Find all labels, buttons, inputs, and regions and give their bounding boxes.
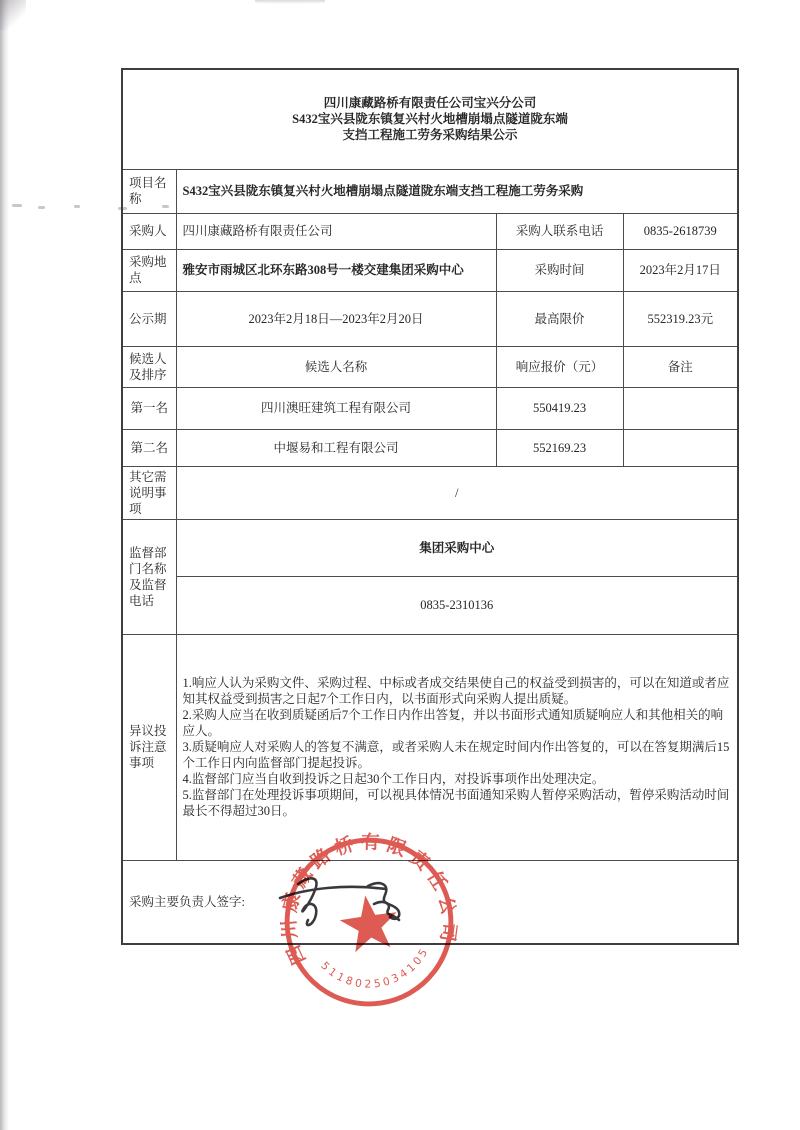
seal-number-text: 5118025034105 xyxy=(318,946,431,991)
location-label: 采购地点 xyxy=(122,249,176,291)
publicity-row xyxy=(122,291,738,346)
procurement-result-table xyxy=(121,68,739,945)
supervision-phone-value: 0835-2310136 xyxy=(176,576,738,634)
candidate-row-2 xyxy=(122,429,738,466)
max-price-value: 552319.23元 xyxy=(623,291,738,346)
candidates-note-header: 备注 xyxy=(623,346,738,387)
svg-text:5118025034105 xyxy=(317,945,434,998)
buyer-label: 采购人 xyxy=(122,213,176,249)
supervision-dept-row xyxy=(122,519,738,576)
candidates-rank-header: 候选人及排序 xyxy=(122,346,176,387)
objection-item-1: 1.响应人认为采购文件、采购过程、中标或者成交结果使自己的权益受到损害的，可以在知道或者应知其权益受到损害之日起7个工作日内，以书面形式向采购人提出质疑。 xyxy=(182,676,730,706)
document-title-line-3: 支挡工程施工劳务采购结果公示 xyxy=(342,128,518,143)
candidate-2-name: 中堰易和工程有限公司 xyxy=(176,429,496,466)
document-title xyxy=(122,69,738,169)
candidate-1-price: 550419.23 xyxy=(496,387,623,429)
candidate-2-rank: 第二名 xyxy=(122,429,176,466)
title-row xyxy=(122,69,738,169)
objection-label: 异议投诉注意事项 xyxy=(122,634,176,860)
document-title-line-1: 四川康藏路桥有限责任公司宝兴分公司 xyxy=(323,96,537,111)
objection-content xyxy=(176,634,738,860)
buyer-phone-label: 采购人联系电话 xyxy=(496,213,623,249)
candidates-price-header: 响应报价（元） xyxy=(496,346,623,387)
project-name-row xyxy=(122,169,738,213)
scan-speck xyxy=(74,205,80,208)
candidate-row-1 xyxy=(122,387,738,429)
candidates-name-header: 候选人名称 xyxy=(176,346,496,387)
objection-item-2: 2.采购人应当在收到质疑函后7个工作日内作出答复，并以书面形式通知质疑响应人和其他相关的响应人。 xyxy=(182,708,724,738)
scan-speck xyxy=(38,206,45,209)
publicity-value: 2023年2月18日—2023年2月20日 xyxy=(176,291,496,346)
supervision-phone-row xyxy=(122,576,738,634)
buyer-value: 四川康藏路桥有限责任公司 xyxy=(176,213,496,249)
max-price-label: 最高限价 xyxy=(496,291,623,346)
scan-top-fold xyxy=(255,0,325,4)
other-notes-value: / xyxy=(176,466,738,519)
objection-item-5: 5.监督部门在处理投诉事项期间，可以视具体情况书面通知采购人暂停采购活动，暂停采购活动时间最长不得超过30日。 xyxy=(182,788,730,818)
other-notes-row xyxy=(122,466,738,519)
objection-item-3: 3.质疑响应人对采购人的答复不满意，或者采购人未在规定时间内作出答复的，可以在答复期满后15个工作日内向监督部门提起投诉。 xyxy=(182,740,730,770)
candidate-1-note xyxy=(623,387,738,429)
scan-speck xyxy=(12,204,22,207)
candidate-2-note xyxy=(623,429,738,466)
buyer-row xyxy=(122,213,738,249)
location-value: 雅安市雨城区北环东路308号一楼交建集团采购中心 xyxy=(176,249,496,291)
other-notes-label: 其它需说明事项 xyxy=(122,466,176,519)
supervision-label: 监督部门名称及监督电话 xyxy=(122,519,176,634)
time-value: 2023年2月17日 xyxy=(623,249,738,291)
buyer-phone-value: 0835-2618739 xyxy=(623,213,738,249)
project-name-label: 项目名称 xyxy=(122,169,176,213)
candidate-2-price: 552169.23 xyxy=(496,429,623,466)
document-title-line-2: S432宝兴县陇东镇复兴村火地槽崩塌点隧道陇东端 xyxy=(292,112,568,127)
signature-row xyxy=(122,860,738,944)
scan-corner-curl xyxy=(0,0,26,30)
time-label: 采购时间 xyxy=(496,249,623,291)
candidates-header-row xyxy=(122,346,738,387)
signature-label: 采购主要负责人签字: xyxy=(129,894,245,909)
objection-row xyxy=(122,634,738,860)
candidate-1-rank: 第一名 xyxy=(122,387,176,429)
candidate-1-name: 四川澳旺建筑工程有限公司 xyxy=(176,387,496,429)
location-row xyxy=(122,249,738,291)
signature-cell xyxy=(122,860,738,944)
publicity-label: 公示期 xyxy=(122,291,176,346)
objection-item-4: 4.监督部门应当自收到投诉之日起30个工作日内，对投诉事项作出处理决定。 xyxy=(182,772,605,786)
scan-left-edge-shadow xyxy=(0,0,9,1130)
supervision-dept-value: 集团采购中心 xyxy=(176,519,738,576)
seal-company-text: 四川康藏路桥有限责任公司 xyxy=(278,832,460,968)
project-name-value: S432宝兴县陇东镇复兴村火地槽崩塌点隧道陇东端支挡工程施工劳务采购 xyxy=(176,169,738,213)
